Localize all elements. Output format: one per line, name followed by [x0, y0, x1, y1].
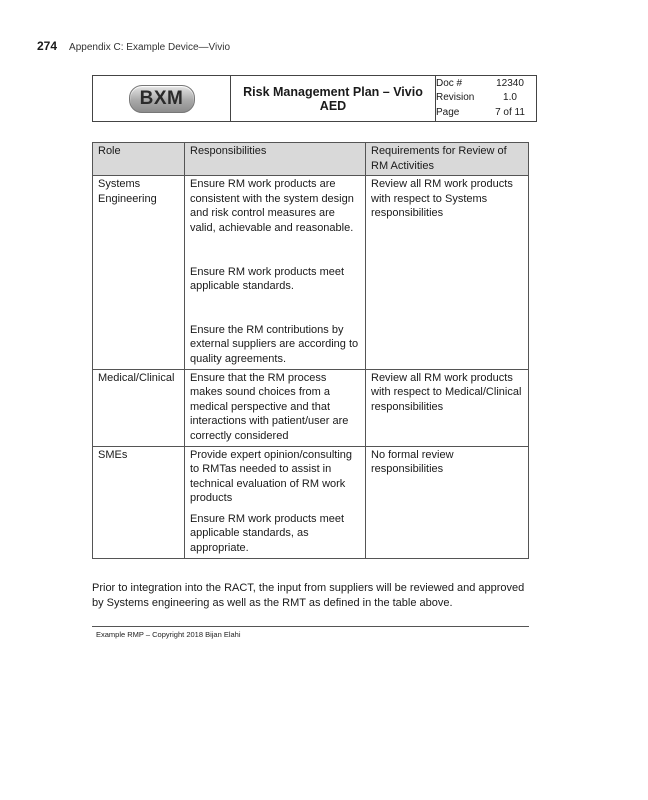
page-row: [436, 106, 536, 121]
review-cell: No formal review responsibilities: [366, 446, 529, 558]
logo-cell: [93, 76, 231, 122]
table-row: [93, 369, 529, 446]
column-header-review: Requirements for Review of RM Activities: [366, 143, 529, 176]
responsibility-text: Ensure RM work products are consistent with the system design and risk control measures are valid, achievable and reasonable.: [190, 178, 354, 234]
document-header: [92, 75, 537, 122]
responsibilities-cell: [185, 446, 366, 558]
column-header-role: Role: [93, 143, 185, 176]
bxm-logo: BXM: [129, 85, 195, 113]
page-number: 274: [37, 39, 58, 53]
role-cell: Systems Engineering: [93, 176, 185, 369]
responsibility-text: Ensure the RM contributions by external suppliers are according to quality agreements.: [190, 323, 359, 365]
responsibility-text: Ensure that the RM process makes sound choices from a medical perspective and that interactions with patient/user are correctly considered: [190, 371, 349, 442]
responsibilities-table: [92, 142, 529, 559]
document-meta: [436, 76, 537, 122]
page-label: Page: [436, 106, 460, 118]
doc-number-row: [436, 77, 536, 92]
role-cell: Medical/Clinical: [93, 369, 185, 446]
page-value: 7 of 11: [495, 106, 525, 118]
table-row: [93, 176, 529, 369]
document-title: Risk Management Plan – Vivio AED: [231, 76, 436, 122]
responsibility-text: Ensure RM work products meet applicable standards.: [190, 265, 345, 293]
review-cell: Review all RM work products with respect to Medical/Clinical responsibilities: [366, 369, 529, 446]
revision-value: 1.0: [503, 92, 517, 104]
running-head-title: Appendix C: Example Device—Vivio: [69, 42, 231, 53]
responsibilities-cell: [185, 369, 366, 446]
table-row: [93, 446, 529, 558]
responsibilities-cell: [185, 176, 366, 369]
revision-row: [436, 91, 536, 106]
review-cell: Review all RM work products with respect to Systems responsibilities: [366, 176, 529, 369]
footer-divider: [92, 626, 529, 627]
doc-value: 12340: [496, 77, 524, 89]
revision-label: Revision: [436, 92, 475, 104]
role-cell: SMEs: [93, 446, 185, 558]
doc-label: Doc #: [436, 77, 463, 89]
responsibility-text: Ensure RM work products meet applicable standards, as appropriate.: [190, 512, 345, 555]
column-header-responsibilities: Responsibilities: [185, 143, 366, 176]
body-paragraph: Prior to integration into the RACT, the input from suppliers will be reviewed and approved by Systems engineering as well as the RMT as defined in the table above.: [92, 582, 525, 609]
footer-copyright: Example RMP – Copyright 2018 Bijan Elahi: [96, 630, 241, 639]
running-head: [37, 39, 230, 53]
responsibility-text: Provide expert opinion/consulting to RMTas needed to assist in technical evaluation of RM work products: [190, 448, 353, 505]
table-header-row: [93, 143, 529, 176]
